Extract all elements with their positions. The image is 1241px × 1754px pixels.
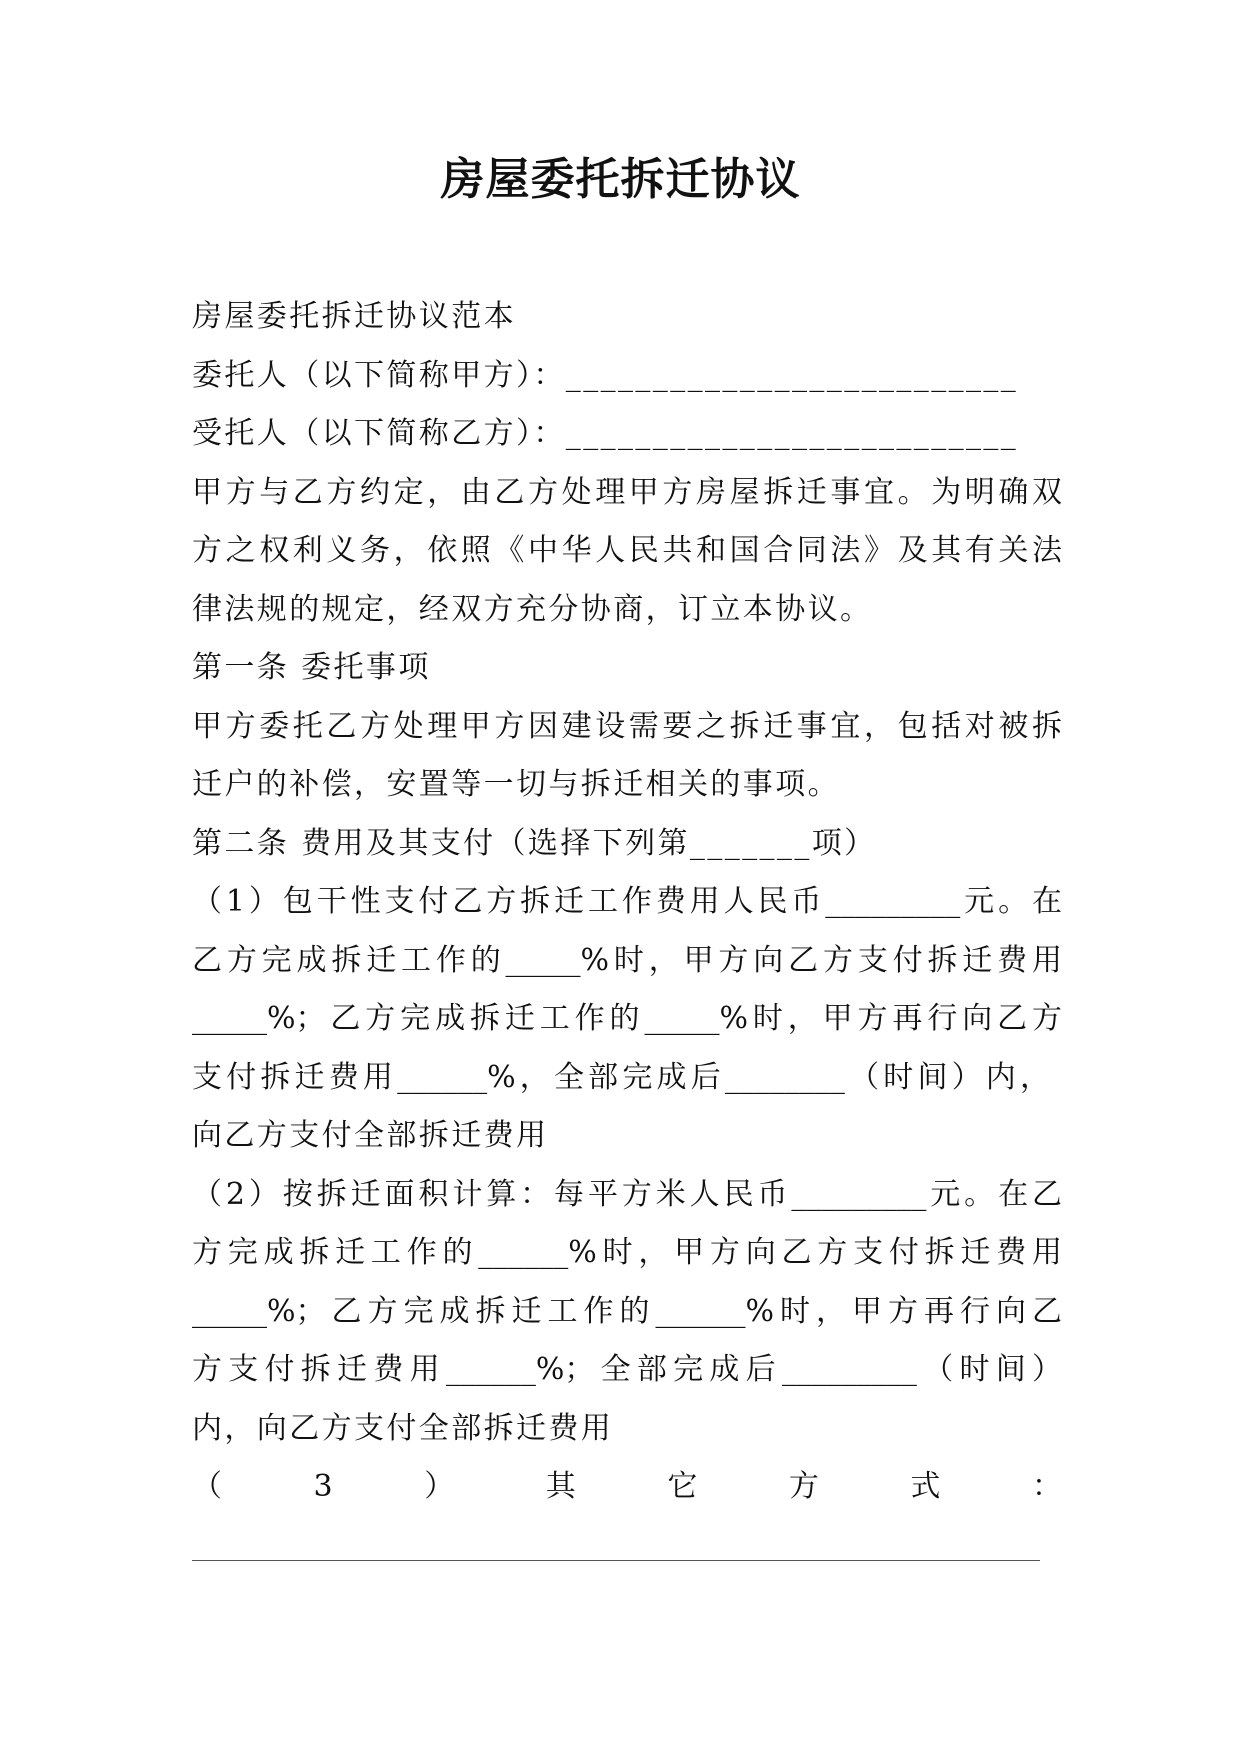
text-line: 方完成拆迁工作的______%时，甲方向乙方支付拆迁费用 <box>192 1235 1062 1270</box>
text-line: 甲方委托乙方处理甲方因建设需要之拆迁事宜，包括对被拆 <box>192 708 1062 744</box>
text-line: 向乙方支付全部拆迁费用 <box>192 1118 549 1153</box>
text-line: _____%；乙方完成拆迁工作的_____%时，甲方再行向乙方 <box>192 1001 1062 1036</box>
section-heading: 第二条 费用及其支付（选择下列第_______项） <box>192 825 877 861</box>
text-line: 支付拆迁费用______%，全部完成后________（时间）内， <box>192 1059 1050 1095</box>
text-line: 乙方完成拆迁工作的_____%时，甲方向乙方支付拆迁费用 <box>192 942 1062 978</box>
text-line: _____%；乙方完成拆迁工作的______%时，甲方再行向乙 <box>192 1293 1062 1329</box>
document-title: 房屋委托拆迁协议 <box>440 154 801 205</box>
text-line: 迁户的补偿，安置等一切与拆迁相关的事项。 <box>192 767 840 802</box>
section-heading: 第一条 委托事项 <box>192 650 431 685</box>
text-line: （1）包干性支付乙方拆迁工作费用人民币_________元。在 <box>192 884 1062 919</box>
document-body <box>192 288 1062 1517</box>
text-line: （3）其它方式： <box>192 1469 1062 1504</box>
text-line: （2）按拆迁面积计算：每平方米人民币_________元。在乙 <box>192 1176 1062 1212</box>
text-line: 内，向乙方支付全部拆迁费用 <box>192 1410 614 1446</box>
fill-in-blank-line <box>192 1560 1040 1561</box>
text-line: 律法规的规定，经双方充分协商，订立本协议。 <box>192 591 873 627</box>
text-line: 方支付拆迁费用______%；全部完成后_________（时间） <box>192 1352 1062 1387</box>
text-line: 甲方与乙方约定，由乙方处理甲方房屋拆迁事宜。为明确双 <box>192 474 1062 510</box>
text-line: 受托人（以下简称乙方）：__________________________ <box>192 416 1019 451</box>
text-line: 房屋委托拆迁协议范本 <box>192 299 516 334</box>
text-line: 方之权利义务，依照《中华人民共和国合同法》及其有关法 <box>192 533 1062 568</box>
text-line: 委托人（以下简称甲方）：__________________________ <box>192 357 1019 393</box>
